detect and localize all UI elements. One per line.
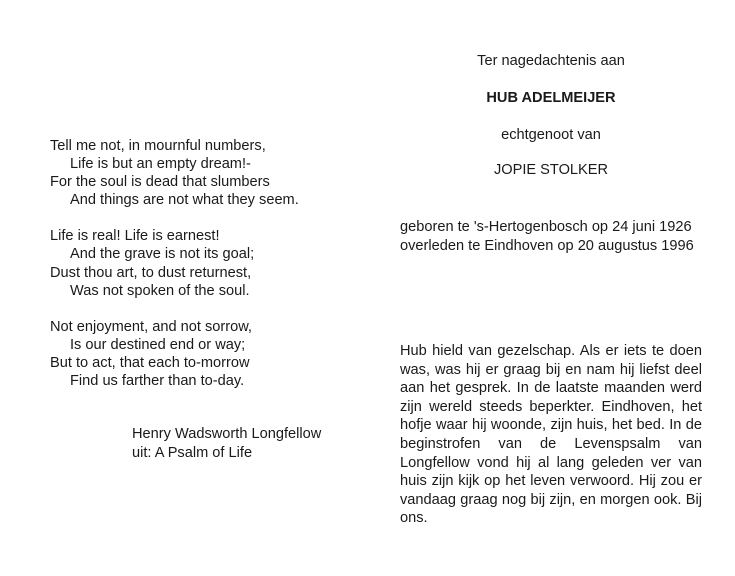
poem-author: Henry Wadsworth Longfellow — [132, 426, 322, 442]
poem-line: Find us farther than to-day. — [70, 373, 245, 390]
bio-line: vandaag graag nog bij zijn, en morgen ook. Bij — [400, 491, 702, 508]
poem-line: Dust thou art, to dust returnest, — [50, 264, 252, 281]
spouse-name: JOPIE STOLKER — [493, 162, 609, 178]
life-dates — [400, 218, 694, 255]
bio-line: Longfellow vond hij al lang geleden ver van — [400, 454, 702, 471]
poem-line: Life is real! Life is earnest! — [50, 228, 220, 245]
biography — [400, 342, 702, 528]
bio-line: Hub hield van gezelschap. Als er iets te doen — [400, 343, 702, 359]
poem-line: Life is but an empty dream!- — [70, 156, 251, 173]
in-memory-heading: Ter nagedachtenis aan — [477, 53, 625, 69]
death-line: overleden te Eindhoven op 20 augustus 1996 — [400, 237, 694, 254]
bio-line: huis zijn kijk op het leven verwoord. Hij zou er — [400, 473, 702, 490]
bio-line: beginstrofen van de Levenspsalm van — [400, 435, 702, 452]
poem-line: Was not spoken of the soul. — [70, 282, 250, 299]
deceased-name: HUB ADELMEIJER — [486, 90, 616, 106]
poem-line: For the soul is dead that slumbers — [50, 174, 270, 191]
poem-line: And the grave is not its goal; — [70, 246, 255, 263]
bio-line: zijn wereld steeds beperkter. Eindhoven, het — [400, 398, 702, 415]
poem-stanza — [50, 318, 350, 390]
bio-line: ons. — [400, 510, 428, 527]
poem-attribution — [132, 425, 321, 462]
poem-line: Is our destined end or way; — [70, 336, 246, 353]
poem-line: And things are not what they seem. — [70, 192, 299, 209]
poem-line: Tell me not, in mournful numbers, — [50, 138, 266, 154]
birth-line: geboren te 's-Hertogenbosch op 24 juni 1926 — [400, 219, 692, 235]
poem-line: Not enjoyment, and not sorrow, — [50, 318, 252, 335]
bio-line: was, was hij er graag bij en nam hij liefst deel — [400, 361, 702, 378]
poem-stanza — [50, 227, 350, 299]
spouse-label: echtgenoot van — [501, 127, 601, 143]
poem-stanza — [50, 137, 350, 209]
poem-source: uit: A Psalm of Life — [132, 444, 253, 461]
bio-line: aan het gesprek. In de laatste maanden werd — [400, 380, 702, 397]
poem-line: But to act, that each to-morrow — [50, 354, 250, 371]
bio-line: hofje waar hij woonde, zijn huis, het bed. In de — [400, 417, 702, 434]
poem — [50, 137, 350, 408]
